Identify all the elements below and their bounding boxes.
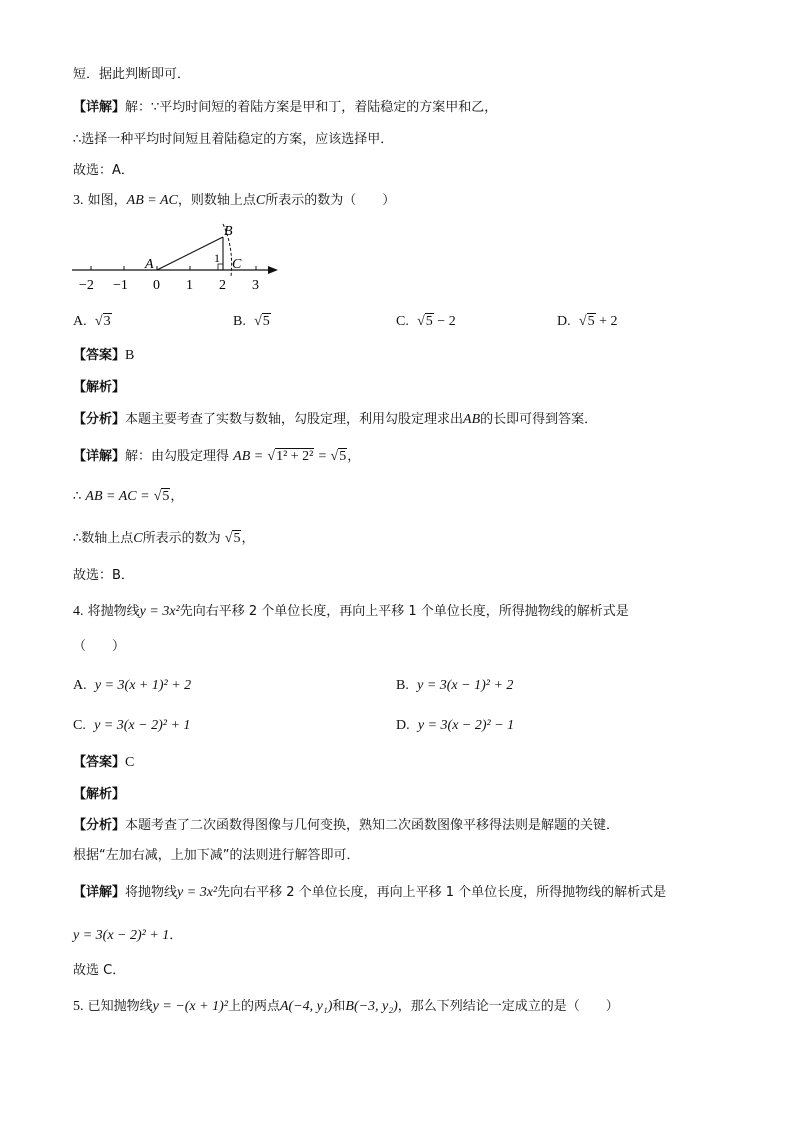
question-number: 3. (73, 193, 84, 208)
answer-tag: 【答案】 (73, 348, 126, 363)
tick-label: −1 (113, 278, 128, 293)
text-line: 短．据此判断即可． (73, 67, 191, 82)
radicand: 5 (587, 314, 595, 329)
option-a[interactable]: A. y = 3(x + 1)² + 2 (73, 678, 192, 693)
option-letter: C. (396, 314, 409, 329)
question-5-stem: 5. 已知抛物线y = −(x + 1)²上的两点A(−4, y₁)和B(−3, y₂)，那么下列结论一定成立的是（ ） (73, 999, 619, 1014)
option-letter: D. (557, 314, 571, 329)
text-line: ∴选择一种平均时间短且着陆稳定的方案，应该选择甲． (73, 132, 394, 147)
answer-value: B (125, 348, 135, 363)
question-number: 5. (73, 999, 84, 1014)
option-d[interactable]: D. √5 + 2 (557, 314, 618, 329)
option-expr: y = 3(x − 1)² + 2 (417, 678, 514, 693)
option-expr: y = 3(x − 2)² + 1 (94, 718, 191, 733)
conclusion-line: 故选 C． (73, 963, 126, 978)
side-length-label: 1 (214, 251, 220, 265)
detail-result: y = 3(x − 2)² + 1． (73, 928, 183, 943)
conclusion-line: 故选：B． (73, 568, 134, 583)
option-expr: y = 3(x + 1)² + 2 (94, 678, 192, 693)
radicand: 5 (262, 314, 270, 329)
point-a-label: A (145, 257, 154, 272)
tick-label: 3 (252, 278, 259, 293)
tick-label: 0 (153, 278, 160, 293)
question-3-stem (73, 192, 395, 210)
option-a[interactable]: A. √3 (73, 314, 111, 329)
detail-text: 解：∵平均时间短的着陆方案是甲和丁，着陆稳定的方案甲和乙， (125, 100, 498, 115)
stem-text: ，则数轴上点 (177, 193, 256, 208)
tick-label: 1 (186, 278, 193, 293)
text-line: 故选：A． (73, 163, 134, 178)
number-line-figure (66, 218, 286, 298)
therefore-line: ∴数轴上点C所表示的数为 √5， (73, 531, 255, 546)
arrow-icon (268, 266, 278, 274)
tick-label: 2 (219, 278, 226, 293)
therefore-line: ∴ AB = AC = √5， (73, 489, 184, 504)
option-b[interactable]: B. √5 (233, 314, 270, 329)
radicand: 5 (425, 314, 433, 329)
fenxi-tag: 【分析】 (73, 412, 126, 427)
point-label: C (255, 193, 266, 208)
detail-tag: 【详解】 (73, 100, 126, 115)
radicand: 3 (103, 314, 111, 329)
option-letter: B. (233, 314, 246, 329)
analysis-line: 根据“左加右减，上加下减”的法则进行解答即可． (73, 848, 360, 863)
answer-line (73, 347, 134, 365)
analysis-line: 【分析】本题主要考查了实数与数轴，勾股定理，利用勾股定理求出AB的长即可得到答案． (73, 412, 598, 427)
answer-line: 【答案】C (73, 755, 135, 770)
option-expr: y = 3(x − 2)² − 1 (417, 718, 515, 733)
stem-text: 如图， (87, 193, 127, 208)
option-d[interactable]: D. y = 3(x − 2)² − 1 (396, 718, 515, 733)
text-line (73, 99, 497, 117)
stem-text: 所表示的数为（ ） (265, 193, 396, 208)
stem-equation: AB = AC (126, 193, 178, 208)
option-c[interactable]: C. y = 3(x − 2)² + 1 (73, 718, 191, 733)
analysis-tag: 【解析】 (73, 787, 126, 802)
option-b[interactable]: B. y = 3(x − 1)² + 2 (396, 678, 514, 693)
question-4-stem: 4. 将抛物线y = 3x²先向右平移 2 个单位长度，再向上平移 1 个单位长度，所得抛物线的解析式是 (73, 604, 629, 619)
radicand: 1² + 2² (276, 449, 314, 464)
tick-label: −2 (79, 278, 94, 293)
option-c[interactable]: C. √5 − 2 (396, 314, 456, 329)
option-letter: A. (73, 314, 87, 329)
question-paren: （ ） (73, 639, 126, 654)
answer-value: C (125, 755, 135, 770)
analysis-line: 【分析】本题考查了二次函数得图像与几何变换，熟知二次函数图像平移得法则是解题的关键． (73, 818, 620, 833)
detail-tag: 【详解】 (73, 449, 126, 464)
detail-line: 【详解】解：由勾股定理得 AB = √1² + 2² = √5， (73, 449, 361, 464)
analysis-tag: 【解析】 (73, 380, 126, 395)
point-c-label: C (232, 257, 242, 272)
question-number: 4. (73, 604, 84, 619)
point-b-label: B (224, 224, 233, 239)
detail-line: 【详解】将抛物线y = 3x²先向右平移 2 个单位长度，再向上平移 1 个单位长度，所得抛物线的解析式是 (73, 885, 667, 900)
